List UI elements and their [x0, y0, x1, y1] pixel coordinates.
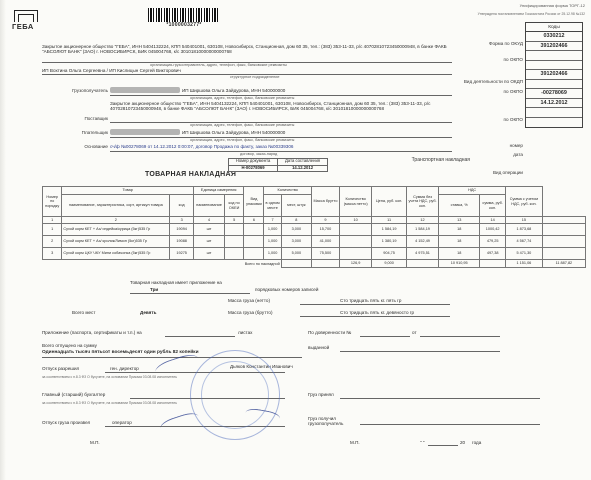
total-cell: 11 887,82 — [542, 260, 585, 268]
colnum: 11 — [372, 217, 407, 224]
colnum: 5 — [224, 217, 243, 224]
cell: 1 584,19 — [406, 224, 438, 236]
th-goods: Товар — [62, 187, 194, 195]
unified-form-label: Унифицированная форма ТОРГ-12 — [519, 3, 585, 8]
consignee-label: Грузополучатель — [72, 88, 108, 93]
colnum: 14 — [480, 217, 506, 224]
okpo-label: по ОКПО — [503, 57, 523, 62]
th-sum: Сумма без учета НДС, руб. коп. — [406, 187, 438, 217]
okdp-label: Вид деятельности по ОКДП — [463, 79, 523, 84]
issued-underline — [340, 351, 500, 352]
total-cell: 1 151,06 — [506, 260, 543, 268]
gross-underline — [300, 316, 450, 317]
cargo-accepted-underline — [340, 398, 540, 399]
sheets-label: листах — [238, 330, 253, 335]
supplier-text: Закрытое акционерное общество "ГЕБА", ИНН 5404132224, КПП 540401001, 630108, Новосибирск, Станционная, дом 60 35, тел.: (383) 353-11-33, р/с 40702810723450000948, в банке ФАКБ "АБСОЛЮТ БАНК" (ЗАО) г. НОВОСИБИРСК, БИК 045004768, к/с 30101810000000000768 — [110, 101, 431, 112]
total-cell — [311, 260, 339, 268]
consignee-text: ИП Ширшова Ольга Зайдурова, ИНН 540000000 — [182, 88, 286, 93]
year-suffix: года — [472, 440, 482, 445]
cell: 41,000 — [311, 236, 339, 248]
cell: 5,000 — [281, 248, 311, 260]
colnum: 9 — [311, 217, 339, 224]
shipper-hint: организация-грузоотправитель, адрес, телефон, факс, банковские реквизиты — [150, 63, 287, 67]
cell — [224, 224, 243, 236]
cell: 1 — [43, 224, 62, 236]
th-unit-name: наименование — [194, 195, 225, 217]
logo-mark-icon — [14, 10, 38, 22]
weight-text: Сто тридцать пять кг. пять гр — [340, 298, 402, 303]
doc-date-header: Дата составления — [278, 159, 328, 166]
records-label: порядковых номеров записей — [255, 287, 319, 292]
code-empty — [526, 51, 582, 61]
th-vat: НДС — [439, 187, 506, 195]
gross-text: Сто тридцать пять кг. девяносто гр — [340, 310, 415, 315]
th-rate: ставка, % — [439, 195, 480, 217]
okpo-label-2: по ОКПО — [503, 89, 523, 94]
okpo-label-3: по ОКПО — [503, 117, 523, 122]
payer-label: Плательщик — [81, 130, 108, 135]
company-logo — [12, 10, 40, 32]
total-cell: 9,000 — [372, 260, 407, 268]
form-approval-note: Утверждена постановлением Госкомстата России от 25.12.98 №132 — [477, 12, 585, 16]
year-prefix: 20 — [460, 440, 466, 445]
goods-table — [42, 186, 586, 268]
colnum: 3 — [170, 217, 194, 224]
weight-label: Масса груза (нетто) — [228, 298, 270, 303]
codes-header: Коды — [525, 22, 583, 31]
cell: 1 873,68 — [506, 224, 543, 236]
total-cell — [480, 260, 506, 268]
logo-text: ГЕБА — [12, 22, 34, 31]
cell: 1000,42 — [480, 224, 506, 236]
total-cell — [281, 260, 311, 268]
cell: 19275 — [170, 248, 194, 260]
cell — [542, 236, 585, 248]
cell — [542, 248, 585, 260]
total-label: Всего по накладной — [43, 260, 282, 268]
th-pack: Вид упаковки — [244, 187, 264, 217]
places-value: Девять — [140, 310, 157, 315]
proxy-underline — [360, 336, 410, 337]
cell — [339, 224, 371, 236]
cell: 1,000 — [264, 224, 281, 236]
doc-number: Н-00278069 — [229, 165, 278, 172]
mp-left: М.П. — [90, 440, 100, 445]
structural-unit: ИП Вохтина Ольга Сергеевна / ИП Кислицын Сергей Викторович — [42, 68, 181, 73]
table-row — [43, 236, 586, 248]
code-transport-number — [526, 108, 582, 118]
table-row — [43, 224, 586, 236]
cell: 497,38 — [480, 248, 506, 260]
cell: 18 — [439, 236, 480, 248]
cell-name: Сухой корм КЕТ + Аз/ индейка/курица (5кг)535 Гр — [62, 224, 170, 236]
code-date: 14.12.2012 — [526, 99, 582, 109]
payer-text: ИП Ширшова Ольга Зайдурова, ИНН 540000000 — [182, 130, 286, 135]
chief-accountant-label: Главный (старший) бухгалтер — [42, 392, 106, 397]
cell: 4 567,74 — [506, 236, 543, 248]
cell: 2 — [43, 236, 62, 248]
total-cell: 126,9 — [339, 260, 371, 268]
cell: 75,500 — [311, 248, 339, 260]
cell — [244, 248, 264, 260]
colnum: 1 — [43, 217, 62, 224]
cell: 1,000 — [264, 236, 281, 248]
redaction-mark-2 — [110, 129, 180, 135]
th-gross: Масса брутто — [311, 187, 339, 217]
gross-label: Масса груза (брутто) — [228, 310, 273, 315]
proxy-label: По доверенности № — [308, 330, 352, 335]
cell: шт — [194, 248, 225, 260]
colnum: 2 — [62, 217, 170, 224]
total-cell: 10 910,95 — [439, 260, 480, 268]
cell: 5 471,30 — [506, 248, 543, 260]
colnum: 8 — [281, 217, 311, 224]
payer-hint: организация, адрес, телефон, факс, банковские реквизиты — [190, 138, 295, 142]
th-num: Номер по порядку — [43, 187, 62, 217]
signer-name: Дьяков Константин Иванович — [230, 364, 293, 369]
okud-label: Форма по ОКУД — [488, 41, 523, 46]
cell — [244, 236, 264, 248]
colnum: 6 — [244, 217, 264, 224]
th-in-place: в одном месте — [264, 195, 281, 217]
cargo-received-label: Груз получил грузополучатель — [308, 416, 344, 427]
basis-hint: договор, заказ-наряд — [240, 152, 278, 156]
th-unit: Единица измерения — [194, 187, 244, 195]
document-title: ТОВАРНАЯ НАКЛАДНАЯ — [145, 171, 237, 178]
cell-name: Сухой корм КЕТ + Аз/ кролик/Лимон (5кг)535 Гр — [62, 236, 170, 248]
cell — [244, 224, 264, 236]
th-net: Количество (масса нетто) — [339, 187, 371, 217]
company-seal-stamp — [190, 350, 280, 440]
colnum: 10 — [339, 217, 371, 224]
attached-label: Приложение (паспорта, сертификаты и т.п.) на — [42, 330, 142, 335]
date-underline — [428, 445, 458, 446]
transport-label: Транспортная накладная — [411, 157, 470, 163]
supplier-label: Поставщик — [84, 116, 108, 121]
doc-num-header: Номер документа — [229, 159, 278, 166]
th-qty: Количество — [264, 187, 311, 195]
basis-text: сч/ф №00278069 от 14.12.2012 0:00:07, договор Продажа по факту, заказ №00339306 — [110, 144, 294, 149]
allowed-label: Отпуск разрешил — [42, 366, 80, 371]
cell — [542, 224, 585, 236]
cell: 479,25 — [480, 236, 506, 248]
cargo-received-underline — [360, 424, 540, 425]
cell — [339, 248, 371, 260]
date-quote: " " — [420, 440, 425, 445]
released-by-label: Отпуск груза произвел — [42, 420, 91, 425]
th-price: Цена, руб. коп. — [372, 187, 407, 217]
places-label: Всего мест — [72, 310, 96, 315]
code-transport-date — [526, 118, 582, 128]
th-places: мест, штук — [281, 195, 311, 217]
proxy-from: от — [412, 330, 417, 335]
colnum: 12 — [406, 217, 438, 224]
th-total: Сумма с учетом НДС, руб. коп. — [506, 187, 543, 217]
code-okpo-payer — [526, 80, 582, 90]
number-label: номер — [509, 143, 523, 148]
cell: 15,700 — [311, 224, 339, 236]
cell-name: Сухой корм ЦКУ ЧКУ Мини собачонка (5кг)535 Гр — [62, 248, 170, 260]
consignee-hint: организация, адрес, телефон, факс, банковские реквизиты — [190, 96, 295, 100]
cell: 1 584,19 — [372, 224, 407, 236]
code-number: -00278069 — [526, 89, 582, 99]
basis-underline — [110, 151, 452, 152]
date-label: дата — [513, 152, 523, 157]
cell — [339, 236, 371, 248]
issued-label: выданной — [308, 345, 330, 350]
stamp-note-2: за соответствием с п.8.3 ФЗ О бухучете, на основании Приказа 03.08.08 исполнитель — [42, 401, 177, 405]
released-text: Одиннадцать тысяч пятьсот восемьдесят один рубль 82 копейки — [42, 350, 199, 355]
cell: 1,000 — [264, 248, 281, 260]
attached-underline — [165, 336, 235, 337]
colnum: 7 — [264, 217, 281, 224]
cell: 904,75 — [372, 248, 407, 260]
pages-value: Три — [150, 287, 159, 292]
doc-number-table — [228, 158, 328, 172]
cell: 3 — [43, 248, 62, 260]
released-label: Всего отпущено на сумму — [42, 343, 97, 348]
unit-hint: структурное подразделение — [230, 75, 280, 79]
basis-label: Основание — [84, 144, 108, 149]
shipper-text: Закрытое акционерное общество "ГЕБА", ИНН 5404132224, КПП 540401001, 630108, Новосибирск, Станционная, дом 60 35, тел.: (383) 353-11-33, р/с 40702810723450000948, в банке ФАКБ "АБСОЛЮТ БАНК" (ЗАО) г. НОВОСИБИРСК, БИК 045004768, к/с 30101810000000000768 — [42, 44, 447, 55]
cell — [224, 248, 243, 260]
cell: 18 — [439, 224, 480, 236]
total-row — [43, 260, 586, 268]
cell: 3,000 — [281, 236, 311, 248]
released-underline — [42, 357, 302, 358]
th-code: код — [170, 195, 194, 217]
operation-label: Вид операции — [492, 170, 523, 175]
cell: 18 — [439, 248, 480, 260]
allowed-position: ген. директор — [110, 366, 139, 371]
cell: шт — [194, 236, 225, 248]
weight-underline — [300, 304, 450, 305]
column-numbers-row — [43, 217, 586, 224]
th-name: наименование, характеристика, сорт, артикул товара — [62, 195, 170, 217]
barcode — [148, 8, 218, 22]
cell: 4 975,51 — [406, 248, 438, 260]
colnum: 4 — [194, 217, 225, 224]
pages-underline — [130, 293, 250, 294]
code-okpo: 391202466 — [526, 42, 582, 52]
codes-column — [525, 31, 583, 128]
supplier-hint: организация, адрес, телефон, факс, банковские реквизиты — [190, 123, 295, 127]
cell: шт — [194, 224, 225, 236]
cell: 1 380,19 — [372, 236, 407, 248]
colnum: 13 — [439, 217, 480, 224]
cell: 19094 — [170, 224, 194, 236]
waybill-attach-label: Товарная накладная имеет приложение на — [130, 280, 222, 285]
proxy-date-underline — [420, 336, 500, 337]
doc-date: 14.12.2012 — [278, 165, 328, 172]
cell: 19088 — [170, 236, 194, 248]
colnum: 15 — [506, 217, 543, 224]
cell — [224, 236, 243, 248]
cell: 4 152,49 — [406, 236, 438, 248]
th-okei: код по ОКЕИ — [224, 195, 243, 217]
code-okdp — [526, 61, 582, 71]
barcode-number: *1000003277* — [166, 22, 202, 28]
cell: 3,000 — [281, 224, 311, 236]
table-row — [43, 248, 586, 260]
colnum — [542, 217, 585, 224]
mp-right: М.П. — [350, 440, 360, 445]
code-okpo-supplier: 391202466 — [526, 70, 582, 80]
th-vat-sum: сумма, руб. коп. — [480, 195, 506, 217]
cargo-accepted-label: Груз принял — [308, 392, 334, 397]
released-by-position: оператор — [112, 420, 132, 425]
redaction-mark — [110, 87, 180, 93]
scan-edge — [0, 0, 6, 480]
code-okud: 0330212 — [526, 32, 582, 42]
stamp-note-1: за соответствием с п.8.3 ФЗ О бухучете, на основании Приказа 03.08.08 исполнитель — [42, 375, 177, 379]
total-cell — [406, 260, 438, 268]
